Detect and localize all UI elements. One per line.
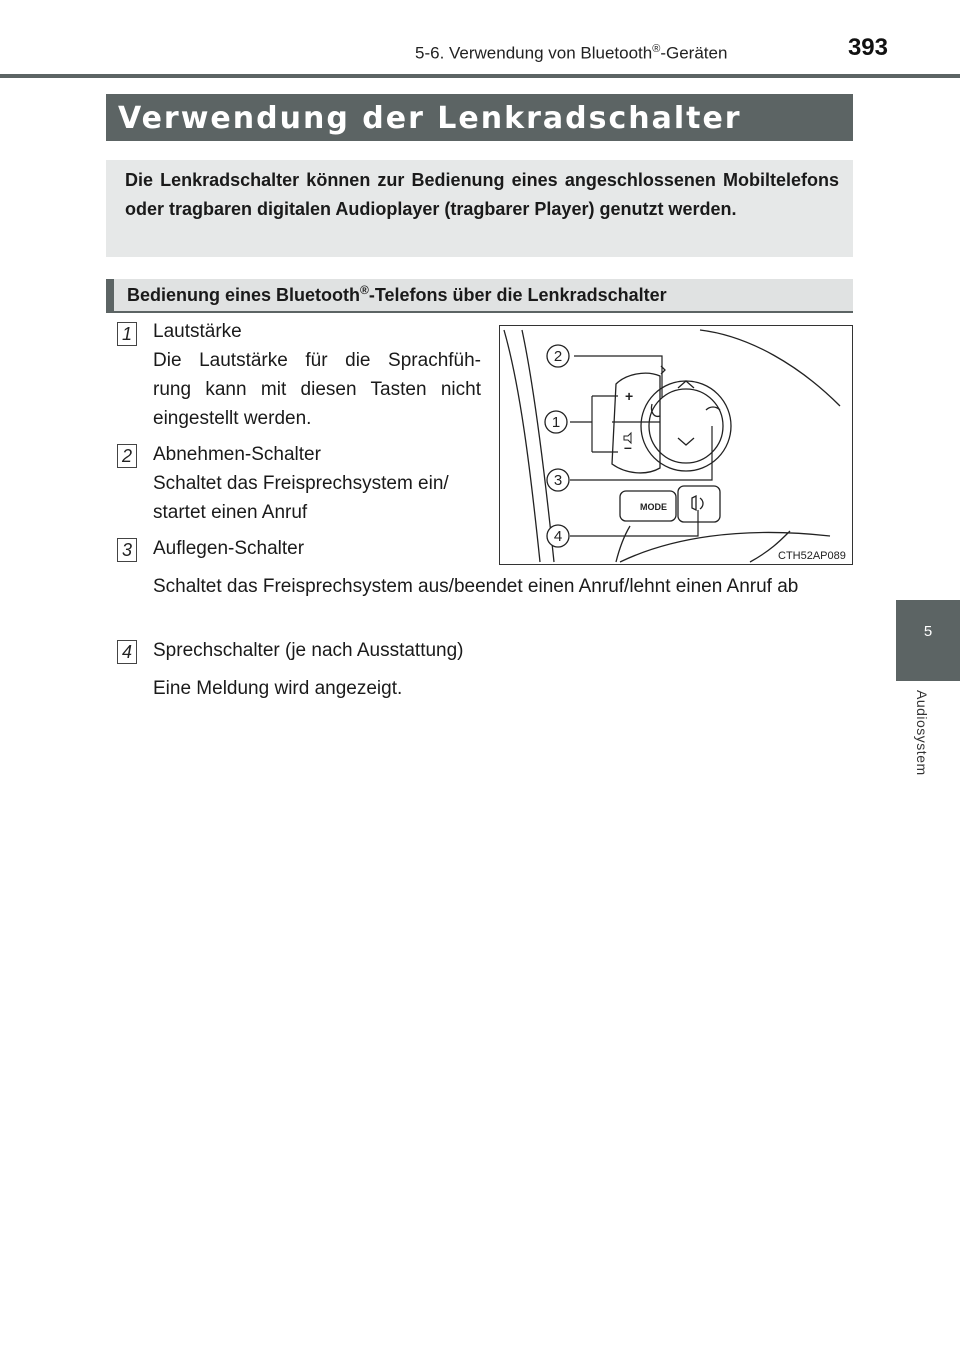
talk-switch-icon xyxy=(692,496,696,510)
figure-code: CTH52AP089 xyxy=(778,550,846,562)
upper-contour xyxy=(700,330,840,406)
callout-label-2: 2 xyxy=(553,348,563,365)
item-1-line4: eingestellt werden. xyxy=(153,408,312,429)
intro-text: Die Lenkradschalter können zur Bedienung eines angeschlossenen Mobiltelefons oder tragbaren digitalen Audioplayer (tragbarer Player) genutzt werden. xyxy=(125,170,839,219)
item-1-line2: Die Lautstärke für die Sprachfüh- xyxy=(153,350,481,371)
chapter-label: Audiosystem xyxy=(914,690,930,776)
subheading-reg: ® xyxy=(360,283,369,297)
section-prefix: 5-6. Verwendung von Bluetooth xyxy=(415,43,653,63)
chapter-number: 5 xyxy=(923,623,933,640)
section-suffix: -Geräten xyxy=(660,43,728,63)
down-arrow-icon xyxy=(678,438,694,445)
plus-symbol: + xyxy=(625,388,634,404)
page-number: 393 xyxy=(847,34,888,61)
chapter-label-wrap xyxy=(904,690,944,800)
steering-switch-illustration xyxy=(499,325,853,565)
steering-wheel-drawing xyxy=(500,326,853,565)
item-number-4: 4 xyxy=(117,640,137,664)
volume-rocker xyxy=(612,373,660,473)
up-arrow-icon xyxy=(678,381,694,388)
subheading xyxy=(127,283,667,306)
callout-2-leader xyxy=(574,356,662,398)
page-title: Verwendung der Lenkradschalter xyxy=(118,101,742,136)
item-2-line3: startet einen Anruf xyxy=(153,502,308,523)
lower-panel-line xyxy=(616,526,630,562)
item-3-title: Auflegen-Schalter xyxy=(153,538,305,559)
chapter-tab xyxy=(896,600,960,681)
item-number-2: 2 xyxy=(117,444,137,468)
callout-4-leader xyxy=(570,510,698,536)
item-2-title: Abnehmen-Schalter xyxy=(153,444,321,465)
item-3-desc: Schaltet das Freisprechsystem aus/beendet einen Anruf/lehnt einen Anruf ab xyxy=(153,576,799,597)
registered-mark: ® xyxy=(652,43,661,55)
callout-label-3: 3 xyxy=(553,472,563,489)
item-1 xyxy=(153,317,481,433)
header-rule xyxy=(0,74,960,78)
minus-symbol: – xyxy=(624,439,632,455)
item-4-title: Sprechschalter (je nach Ausstattung) xyxy=(153,640,464,661)
wheel-rim-line xyxy=(504,330,540,562)
subheading-accent xyxy=(106,279,114,312)
section-header xyxy=(415,43,775,64)
callout-label-1: 1 xyxy=(551,414,561,431)
item-number-1: 1 xyxy=(117,322,137,346)
item-2-line2: Schaltet das Freisprechsystem ein/ xyxy=(153,473,449,494)
mode-label: MODE xyxy=(640,502,667,512)
subheading-prefix: Bedienung eines Bluetooth xyxy=(127,285,361,305)
subheading-suffix: -Telefons über die Lenkradschalter xyxy=(368,285,667,305)
callout-label-4: 4 xyxy=(553,528,563,545)
item-1-title: Lautstärke xyxy=(153,321,242,342)
control-pad-bezel xyxy=(641,381,731,471)
item-1-line3: rung kann mit diesen Tasten nicht xyxy=(153,379,481,400)
talk-button-outline xyxy=(678,486,720,522)
talk-waves-icon xyxy=(700,498,703,509)
item-2 xyxy=(153,440,481,527)
subheading-underline xyxy=(106,311,853,313)
item-number-3: 3 xyxy=(117,538,137,562)
item-4-desc: Eine Meldung wird angezeigt. xyxy=(153,678,403,699)
callout-3-leader xyxy=(570,426,712,480)
